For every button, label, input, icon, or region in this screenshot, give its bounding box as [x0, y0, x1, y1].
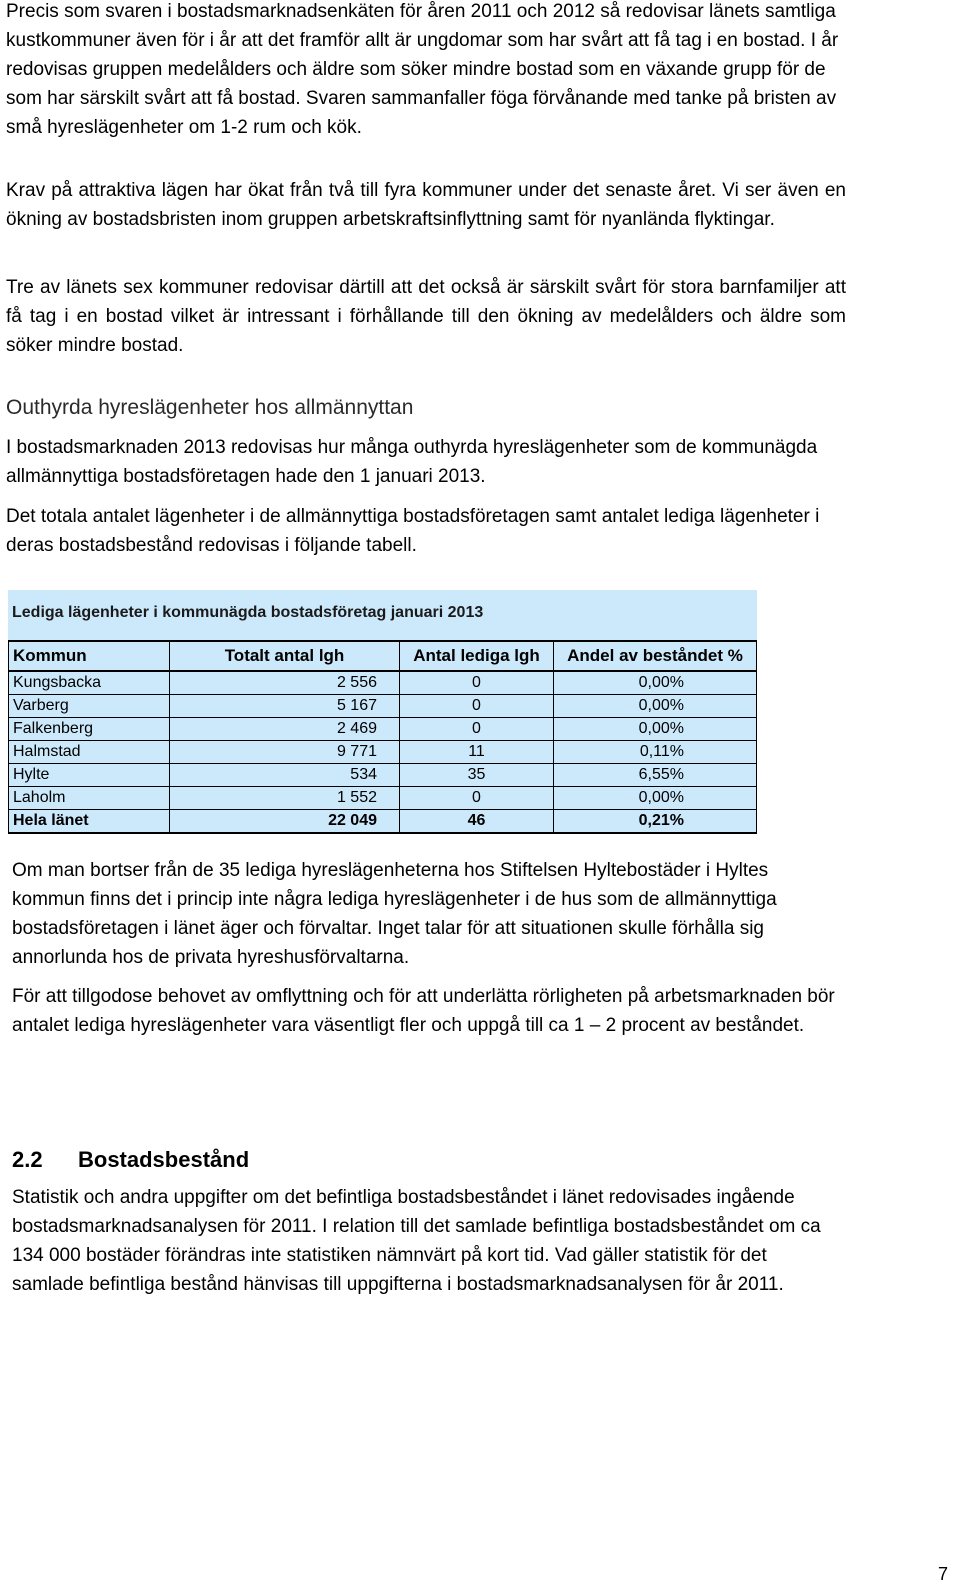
cell-vacant: 46 [400, 810, 554, 834]
cell-share: 0,21% [554, 810, 757, 834]
table-row [9, 695, 757, 718]
cell-total: 534 [170, 764, 400, 787]
header-share: Andel av beståndet % [554, 641, 757, 671]
cell-vacant: 0 [400, 671, 554, 695]
table-row [9, 671, 757, 695]
paragraph-mobility-need: För att tillgodose behovet av omflyttning och för att underlätta rörligheten på arbetsmarknaden bör antalet lediga hyreslägenheter vara väsentligt fler och uppgå till ca 1 – 2 procent av beståndet. [12, 986, 835, 1036]
cell-kommun: Kungsbacka [9, 671, 170, 695]
paragraph-attractive-locations: Krav på attraktiva lägen har ökat från två till fyra kommuner under det senaste året. Vi ser även en ökning av bostadsbristen inom gruppen arbetskraftsinflyttning samt för nyanlända flyktingar. [6, 180, 846, 230]
section-heading [12, 1147, 249, 1173]
cell-kommun: Laholm [9, 787, 170, 810]
cell-total: 9 771 [170, 741, 400, 764]
paragraph-housing-survey: Precis som svaren i bostadsmarknadsenkäten för åren 2011 och 2012 så redovisar länets samtliga kustkommuner även för i år att det framför allt är ungdomar som har svårt att få tag i en bostad. I år redovisas gruppen medelålders och äldre som söker mindre bostad som en växande grupp för de som har särskilt svårt att få bostad. Svaren sammanfaller föga förvånande med tanke på bristen av små hyreslägenheter om 1-2 rum och kök. [6, 1, 839, 138]
table-row [9, 787, 757, 810]
cell-vacant: 0 [400, 695, 554, 718]
table-title: Lediga lägenheter i kommunägda bostadsföretag januari 2013 [12, 604, 484, 621]
header-vacant: Antal lediga lgh [400, 641, 554, 671]
cell-share: 6,55% [554, 764, 757, 787]
cell-kommun: Falkenberg [9, 718, 170, 741]
page-number: 7 [937, 1564, 948, 1584]
header-kommun: Kommun [9, 641, 170, 671]
cell-share: 0,11% [554, 741, 757, 764]
cell-vacant: 35 [400, 764, 554, 787]
vacant-apartments-table [8, 640, 757, 834]
paragraph-large-families: Tre av länets sex kommuner redovisar därtill att det också är särskilt svårt för stora barnfamiljer att få tag i en bostad vilket är intressant i förhållande till den ökning av medelålders och äldre som söker mindre bostad. [6, 277, 846, 356]
cell-total: 22 049 [170, 810, 400, 834]
table-total-row [9, 810, 757, 834]
cell-share: 0,00% [554, 671, 757, 695]
cell-kommun: Hela länet [9, 810, 170, 834]
section-number: 2.2 [12, 1147, 43, 1172]
cell-vacant: 11 [400, 741, 554, 764]
cell-kommun: Varberg [9, 695, 170, 718]
paragraph-table-intro: Det totala antalet lägenheter i de allmännyttiga bostadsföretagen samt antalet lediga lägenheter i deras bostadsbestånd redovisas i följande tabell. [6, 506, 820, 556]
cell-share: 0,00% [554, 718, 757, 741]
cell-total: 2 556 [170, 671, 400, 695]
paragraph-hylte-vacancies: Om man bortser från de 35 lediga hyreslägenheterna hos Stiftelsen Hyltebostäder i Hyltes kommun finns det i princip inte några lediga hyreslägenheter i de hus som de allmännyttiga bostadsföretagen i länet äger och förvaltar. Inget talar för att situationen skulle förhålla sig annorlunda hos de privata hyreshusförvaltarna. [12, 860, 777, 968]
cell-share: 0,00% [554, 695, 757, 718]
cell-kommun: Hylte [9, 764, 170, 787]
subheading-vacant-apartments: Outhyrda hyreslägenheter hos allmännyttan [6, 396, 414, 419]
paragraph-housing-market-2013: I bostadsmarknaden 2013 redovisas hur många outhyrda hyreslägenheter som de kommunägda allmännyttiga bostadsföretagen hade den 1 januari 2013. [6, 437, 818, 487]
table-row [9, 741, 757, 764]
cell-share: 0,00% [554, 787, 757, 810]
paragraph-housing-stock: Statistik och andra uppgifter om det befintliga bostadsbeståndet i länet redovisades ingående bostadsmarknadsanalysen för 2011. I relation till det samlade befintliga bostadsbeståndet om ca 134 000 bostäder förändras inte statistiken nämnvärt på kort tid. Vad gäller statistik för det samlade befintliga bestånd hänvisas till uppgifterna i bostadsmarknadsanalysen för år 2011. [12, 1187, 821, 1295]
table-row [9, 718, 757, 741]
section-title: Bostadsbestånd [78, 1147, 250, 1172]
cell-total: 2 469 [170, 718, 400, 741]
cell-vacant: 0 [400, 787, 554, 810]
table-row [9, 764, 757, 787]
cell-kommun: Halmstad [9, 741, 170, 764]
table-header-row [9, 641, 757, 671]
cell-total: 5 167 [170, 695, 400, 718]
cell-vacant: 0 [400, 718, 554, 741]
header-total: Totalt antal lgh [170, 641, 400, 671]
cell-total: 1 552 [170, 787, 400, 810]
